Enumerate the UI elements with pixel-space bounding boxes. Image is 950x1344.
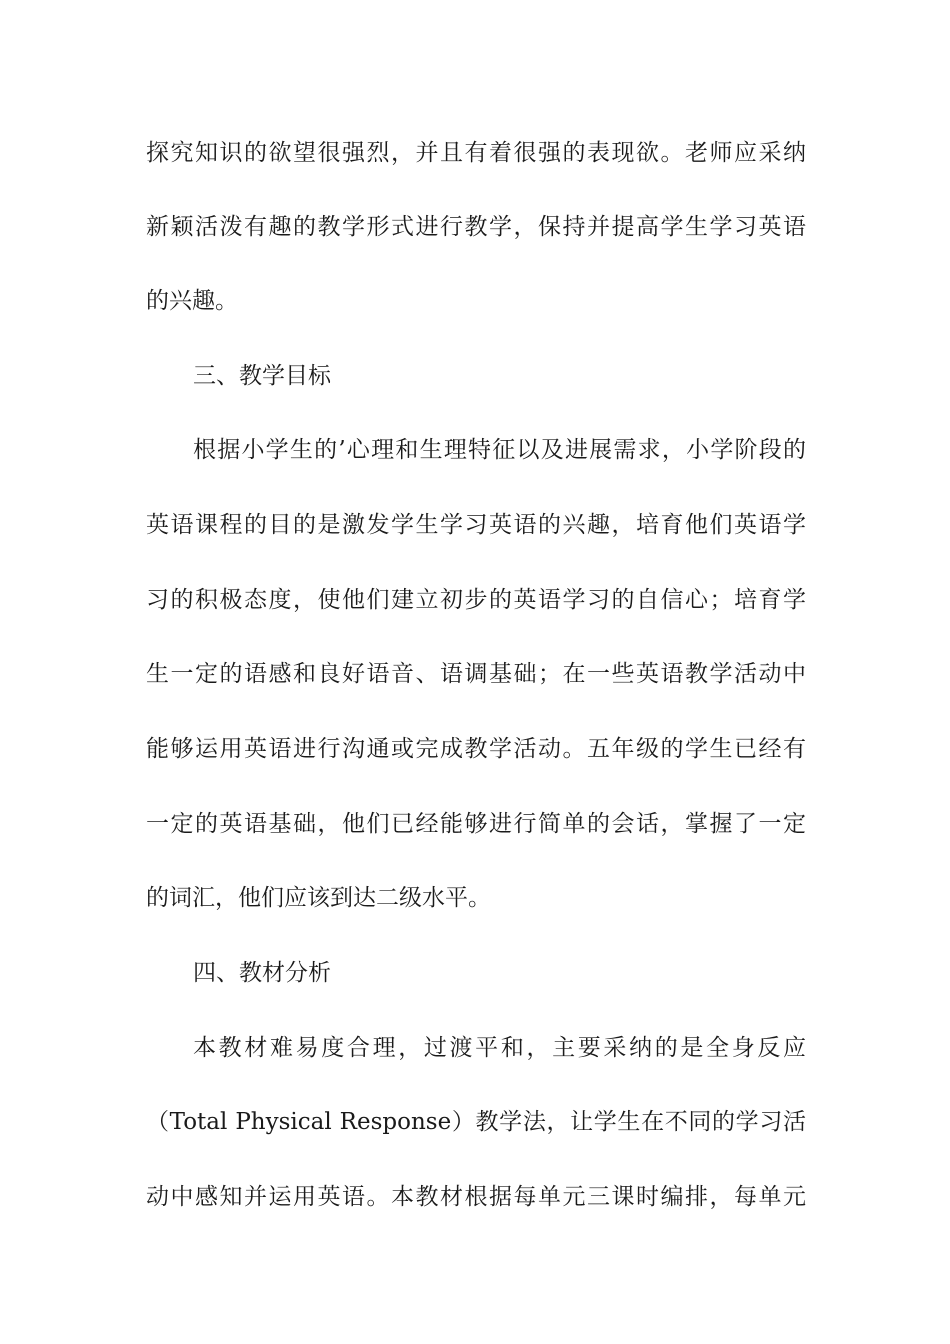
paragraph-line: 根据小学生的’心理和生理特征以及进展需求，小学阶段的 [193,437,806,463]
paragraph-line: 探究知识的欲望很强烈，并且有着很强的表现欲。老师应采纳 [146,140,806,166]
paragraph-line: 英语课程的目的是激发学生学习英语的兴趣，培育他们英语学 [146,512,806,538]
paragraph-line: 一定的英语基础，他们已经能够进行简单的会话，掌握了一定 [146,811,806,837]
paragraph-line: 本教材难易度合理，过渡平和，主要采纳的是全身反应 [193,1035,806,1061]
paragraph-line: 新颖活泼有趣的教学形式进行教学，保持并提高学生学习英语 [146,214,806,240]
paragraph-line: 生一定的语感和良好语音、语调基础；在一些英语教学活动中 [146,661,806,687]
paragraph-line: 动中感知并运用英语。本教材根据每单元三课时编排，每单元 [146,1184,806,1210]
paragraph-line: 能够运用英语进行沟通或完成教学活动。五年级的学生已经有 [146,736,806,762]
section-heading-teaching-goals: 三、教学目标 [193,363,331,389]
paragraph-line: 的兴趣。 [146,288,238,314]
section-heading-textbook-analysis: 四、教材分析 [193,960,331,986]
paragraph-line: （Total Physical Response）教学法，让学生在不同的学习活 [146,1109,806,1135]
paragraph-line: 的词汇，他们应该到达二级水平。 [146,885,491,911]
paragraph-line: 习的积极态度，使他们建立初步的英语学习的自信心；培育学 [146,587,806,613]
